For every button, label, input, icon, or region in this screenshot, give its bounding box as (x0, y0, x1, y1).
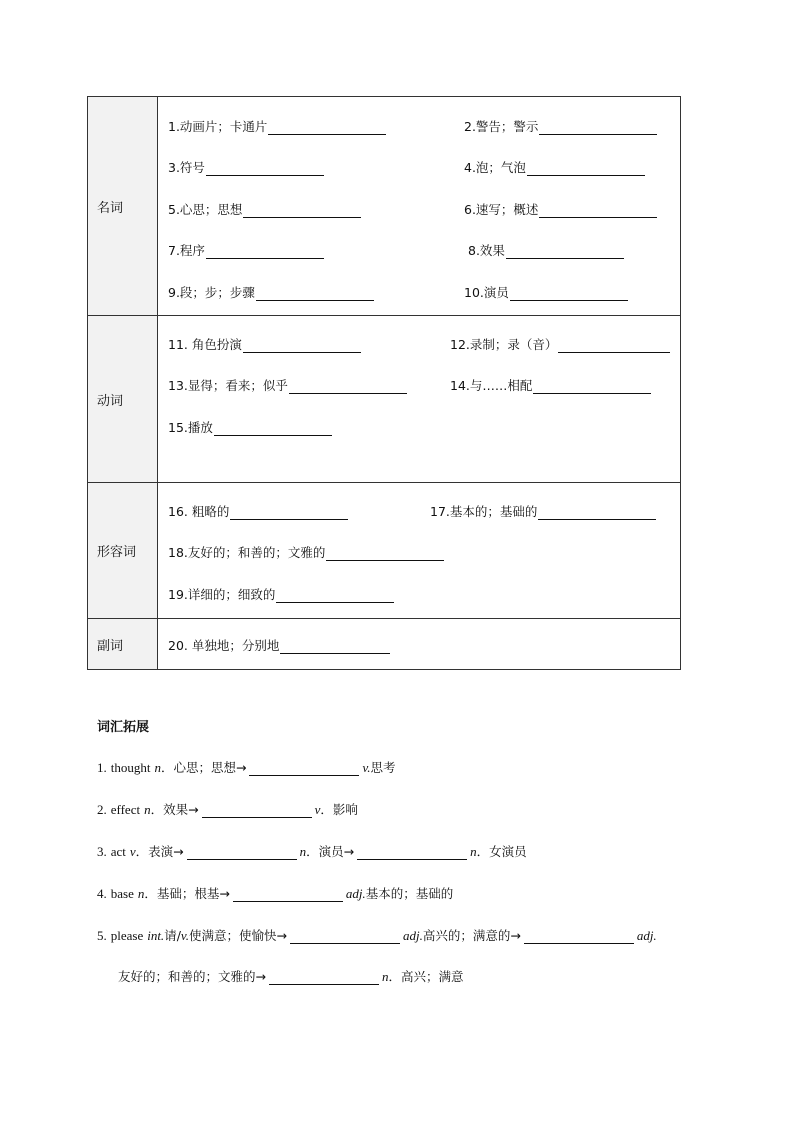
vocabulary-expansion-title: 词汇拓展 (97, 720, 150, 735)
verb-item-14: 14.与……相配 (450, 376, 651, 394)
expansion-line-1: 1. thought n ．心思；思想→ v. 思考 (97, 760, 396, 775)
answer-blank[interactable] (539, 122, 657, 135)
adj-item-19: 19.详细的；细致的 (168, 585, 394, 603)
answer-blank[interactable] (202, 805, 312, 818)
verb-item-13: 13.显得；看来；似乎 (168, 376, 407, 394)
adj-item-17: 17.基本的；基础的 (430, 502, 656, 520)
answer-blank[interactable] (206, 246, 324, 259)
category-noun: 名词 (88, 97, 158, 316)
answer-blank[interactable] (276, 590, 394, 603)
expansion-line-2: 2. effect n ．效果→ v ．影响 (97, 802, 358, 817)
answer-blank[interactable] (326, 548, 444, 561)
expansion-line-5-continued: 友好的；和善的；文雅的→ n ．高兴；满意 (118, 969, 464, 984)
category-adverb: 副词 (88, 619, 158, 670)
answer-blank[interactable] (538, 507, 656, 520)
adj-item-16: 16. 粗略的 (168, 502, 348, 520)
adj-item-18: 18.友好的；和善的；文雅的 (168, 543, 444, 561)
answer-blank[interactable] (243, 205, 361, 218)
answer-blank[interactable] (539, 205, 657, 218)
adjective-items (158, 483, 681, 619)
answer-blank[interactable] (187, 847, 297, 860)
category-adjective: 形容词 (88, 483, 158, 619)
answer-blank[interactable] (249, 763, 359, 776)
noun-item-6: 6.速写；概述 (464, 200, 657, 218)
category-verb: 动词 (88, 316, 158, 483)
verb-item-12: 12.录制；录（音） (450, 335, 670, 353)
noun-item-4: 4.泡；气泡 (464, 158, 645, 176)
noun-item-3: 3.符号 (168, 158, 324, 176)
noun-item-2: 2.警告；警示 (464, 117, 657, 135)
answer-blank[interactable] (269, 972, 379, 985)
noun-item-10: 10.演员 (464, 283, 628, 301)
vocabulary-table (87, 96, 681, 670)
adv-item-20: 20. 单独地；分别地 (168, 636, 390, 654)
noun-item-9: 9.段；步；步骤 (168, 283, 374, 301)
answer-blank[interactable] (214, 423, 332, 436)
answer-blank[interactable] (233, 889, 343, 902)
answer-blank[interactable] (506, 246, 624, 259)
answer-blank[interactable] (268, 122, 386, 135)
expansion-line-3: 3. act v ．表演→ n ．演员→ n ．女演员 (97, 844, 527, 859)
answer-blank[interactable] (510, 288, 628, 301)
noun-item-7: 7.程序 (168, 241, 324, 259)
verb-items (158, 316, 681, 483)
noun-item-1: 1.动画片；卡通片 (168, 117, 386, 135)
expansion-line-4: 4. base n ．基础；根基→ adj. 基本的；基础的 (97, 886, 454, 901)
verb-item-11: 11. 角色扮演 (168, 335, 361, 353)
answer-blank[interactable] (256, 288, 374, 301)
answer-blank[interactable] (524, 931, 634, 944)
answer-blank[interactable] (289, 381, 407, 394)
answer-blank[interactable] (357, 847, 467, 860)
adverb-items (158, 619, 681, 670)
noun-items (158, 97, 681, 316)
noun-item-5: 5.心思；思想 (168, 200, 361, 218)
verb-item-15: 15.播放 (168, 418, 332, 436)
answer-blank[interactable] (290, 931, 400, 944)
answer-blank[interactable] (280, 641, 390, 654)
answer-blank[interactable] (206, 163, 324, 176)
answer-blank[interactable] (527, 163, 645, 176)
expansion-line-5: 5. please int. 请/ v. 使满意；使愉快→ adj. 高兴的；满意的→ adj. (97, 928, 657, 943)
answer-blank[interactable] (533, 381, 651, 394)
answer-blank[interactable] (230, 507, 348, 520)
noun-item-8: 8.效果 (468, 241, 624, 259)
answer-blank[interactable] (558, 340, 670, 353)
answer-blank[interactable] (243, 340, 361, 353)
